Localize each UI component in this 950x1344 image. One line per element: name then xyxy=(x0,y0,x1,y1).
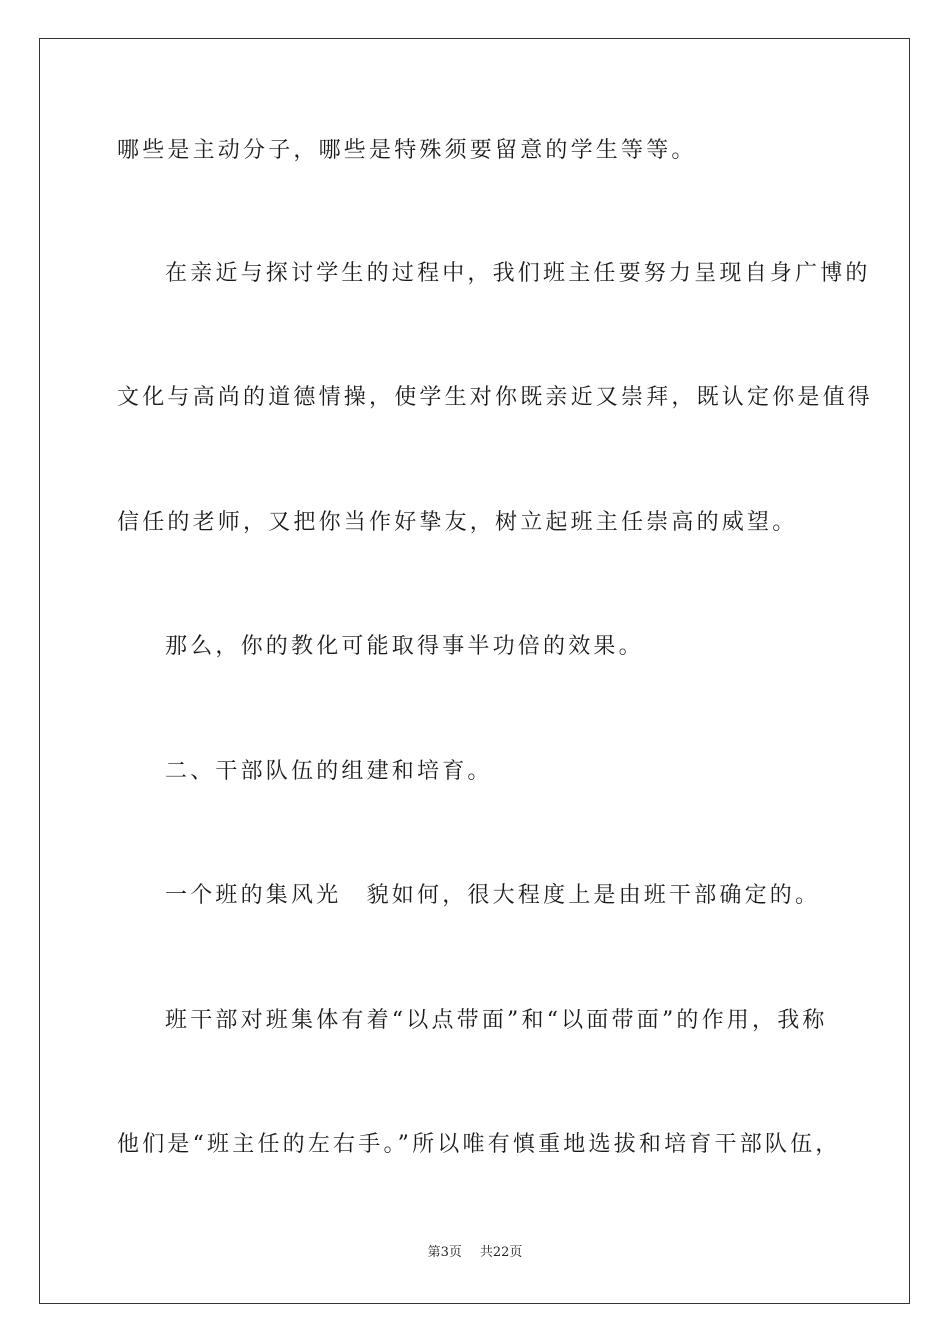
page-number: 第3页 xyxy=(427,1245,462,1260)
text-line: 班干部对班集体有着“以点带面”和“以面带面”的作用，我称 xyxy=(165,1008,828,1033)
text-line: 哪些是主动分子，哪些是特殊须要留意的学生等等。 xyxy=(117,138,697,163)
text-line: 信任的老师，又把你当作好挚友，树立起班主任崇高的威望。 xyxy=(117,510,798,535)
text-line: 在亲近与探讨学生的过程中，我们班主任要努力呈现自身广博的 xyxy=(165,261,871,286)
text-line: 那么，你的教化可能取得事半功倍的效果。 xyxy=(165,634,644,659)
section-heading: 二、干部队伍的组建和培育。 xyxy=(165,759,493,784)
text-line: 一个班的集风光 貌如何，很大程度上是由班干部确定的。 xyxy=(165,883,821,908)
page-footer xyxy=(0,1244,950,1262)
text-line: 文化与高尚的道德情操，使学生对你既亲近又崇拜，既认定你是值得 xyxy=(117,385,874,410)
page-total: 共22页 xyxy=(479,1245,523,1260)
page-border xyxy=(39,38,910,1304)
text-line: 他们是“班主任的左右手。”所以唯有慎重地选拔和培育干部队伍， xyxy=(117,1132,841,1157)
